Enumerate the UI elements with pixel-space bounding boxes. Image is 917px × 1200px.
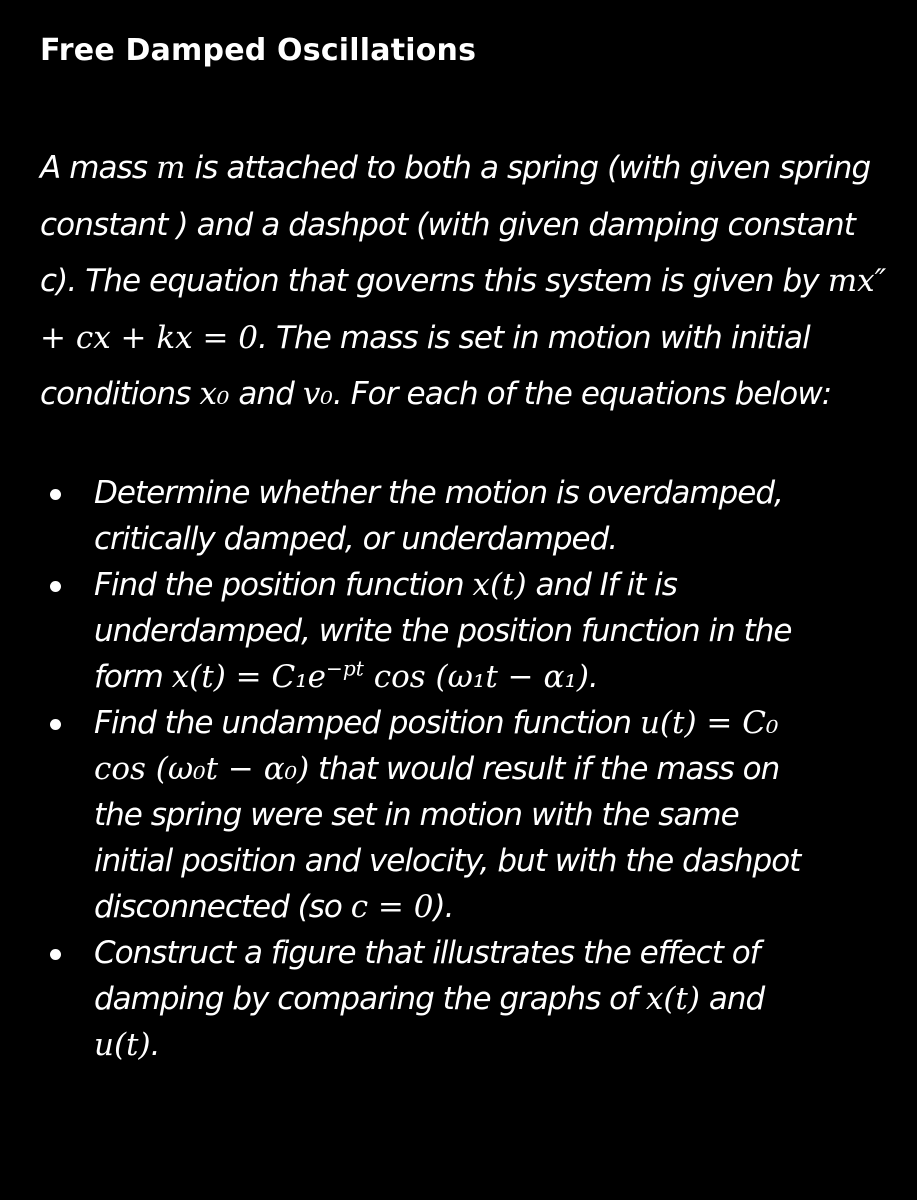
undamped-graph-symbol: u(t) — [94, 1027, 151, 1063]
underdamped-form-equation — [171, 656, 589, 695]
document — [40, 26, 890, 423]
bullet-icon — [50, 949, 61, 960]
equation-part: cos (ω₁t − α₁) — [363, 659, 589, 695]
list-item — [56, 470, 816, 562]
item-text: Find the undamped position function — [94, 705, 640, 741]
bullet-icon — [50, 489, 61, 500]
page-title: Free Damped Oscillations — [40, 33, 477, 68]
zero-damping-equation: c = 0 — [350, 889, 434, 925]
list-item — [56, 562, 816, 700]
governing-equation: mx″ + cx + kx = 0 — [40, 263, 887, 356]
intro-text: . The mass is set in motion with initial conditions — [40, 319, 810, 412]
item-text: ). — [433, 889, 454, 925]
initial-velocity-symbol: v₀ — [302, 376, 333, 412]
item-text: Construct a figure that illustrates the effect of damping by comparing the graphs of — [94, 935, 760, 1017]
equation-part: x(t) = C₁e — [171, 659, 326, 695]
item-text: Find the position function — [94, 567, 473, 603]
intro-text: . For each of the equations below: — [332, 376, 832, 412]
item-text: and — [700, 981, 765, 1017]
bullet-icon — [50, 719, 61, 730]
task-list — [56, 470, 816, 1068]
item-text: . — [588, 659, 598, 695]
list-item — [56, 700, 816, 930]
intro-text: and — [229, 376, 303, 412]
intro-text: A mass — [40, 150, 157, 186]
item-text: . — [150, 1027, 160, 1063]
mass-symbol: m — [156, 150, 186, 186]
position-function-symbol: x(t) — [472, 567, 527, 603]
list-item — [56, 930, 816, 1068]
item-text: and If it is underdamped, write the position function in the form — [94, 567, 792, 695]
item-text: Determine whether the motion is overdamped, critically damped, or underdamped. — [94, 475, 783, 557]
exponent: −pt — [326, 656, 364, 681]
bullet-icon — [50, 581, 61, 592]
intro-text: is attached to both a spring (with given spring constant ) and a dashpot (with given damping constant c). The equation that governs this system is given by — [40, 150, 871, 299]
problem-statement — [40, 140, 890, 423]
damped-graph-symbol: x(t) — [645, 981, 700, 1017]
undamped-equation: u(t) = C₀ cos (ω₀t − α₀) — [94, 705, 779, 787]
initial-position-symbol: x₀ — [199, 376, 230, 412]
item-text: that would result if the mass on the spring were set in motion with the same initial position and velocity, but with the dashpot disconnected (so — [94, 751, 801, 925]
